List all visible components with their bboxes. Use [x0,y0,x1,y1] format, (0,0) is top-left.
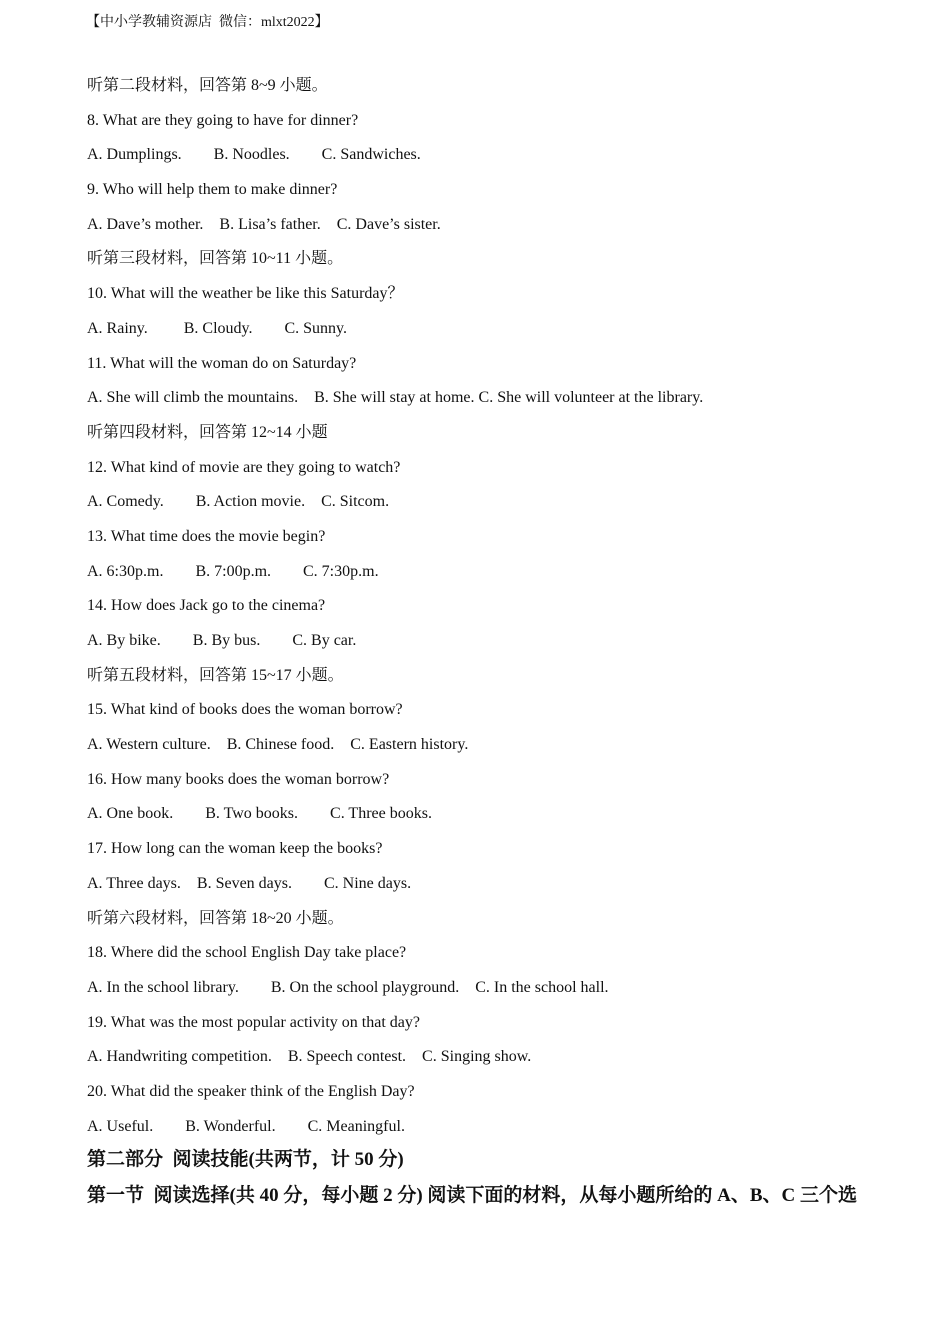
question-16: 16. How many books does the woman borrow? [87,770,390,788]
question-11: 11. What will the woman do on Saturday? [87,354,357,372]
question-19: 19. What was the most popular activity on that day? [87,1013,420,1031]
listening-questions [87,74,887,1149]
question-11-options: A. She will climb the mountains. B. She will stay at home. C. She will volunteer at the library. [87,389,704,407]
section-instruction: 听第三段材料，回答第 10~11 小题。 [87,250,344,268]
section-one-heading: 第一节 阅读选择(共 40 分，每小题 2 分) 阅读下面的材料，从每小题所给的 A、B、C 三个选 [87,1185,858,1206]
question-10: 10. What will the weather be like this Saturday？ [87,285,404,303]
question-19-options: A. Handwriting competition. B. Speech contest. C. Singing show. [87,1048,532,1066]
question-13: 13. What time does the movie begin? [87,527,326,545]
question-13-options: A. 6:30p.m. B. 7:00p.m. C. 7:30p.m. [87,562,379,580]
question-15-options: A. Western culture. B. Chinese food. C. Eastern history. [87,736,469,754]
question-8: 8. What are they going to have for dinner? [87,111,359,129]
question-12: 12. What kind of movie are they going to watch? [87,458,401,476]
question-12-options: A. Comedy. B. Action movie. C. Sitcom. [87,493,390,511]
question-14: 14. How does Jack go to the cinema? [87,597,326,615]
question-18-options: A. In the school library. B. On the school playground. C. In the school hall. [87,978,609,996]
section-instruction: 听第五段材料，回答第 15~17 小题。 [87,666,344,684]
question-17-options: A. Three days. B. Seven days. C. Nine days. [87,874,412,892]
question-18: 18. Where did the school English Day take place? [87,944,407,962]
question-8-options: A. Dumplings. B. Noodles. C. Sandwiches. [87,146,421,164]
question-9-options: A. Dave’s mother. B. Lisa’s father. C. Dave’s sister. [87,215,441,233]
question-17: 17. How long can the woman keep the books? [87,840,383,858]
part-two-heading: 第二部分 阅读技能(共两节，计 50 分) [87,1149,404,1170]
question-20: 20. What did the speaker think of the English Day? [87,1082,415,1100]
question-20-options: A. Useful. B. Wonderful. C. Meaningful. [87,1117,405,1135]
question-14-options: A. By bike. B. By bus. C. By car. [87,632,357,649]
question-9: 9. Who will help them to make dinner? [87,181,338,199]
section-instruction: 听第四段材料，回答第 12~14 小题 [87,423,328,441]
section-instruction: 听第六段材料，回答第 18~20 小题。 [87,909,344,927]
question-16-options: A. One book. B. Two books. C. Three books. [87,805,432,823]
question-10-options: A. Rainy. B. Cloudy. C. Sunny. [87,319,348,337]
page-header-watermark: 【中小学教辅资源店 微信：mlxt2022】 [86,15,329,30]
question-15: 15. What kind of books does the woman borrow? [87,701,403,719]
section-instruction: 听第二段材料，回答第 8~9 小题。 [87,77,328,94]
